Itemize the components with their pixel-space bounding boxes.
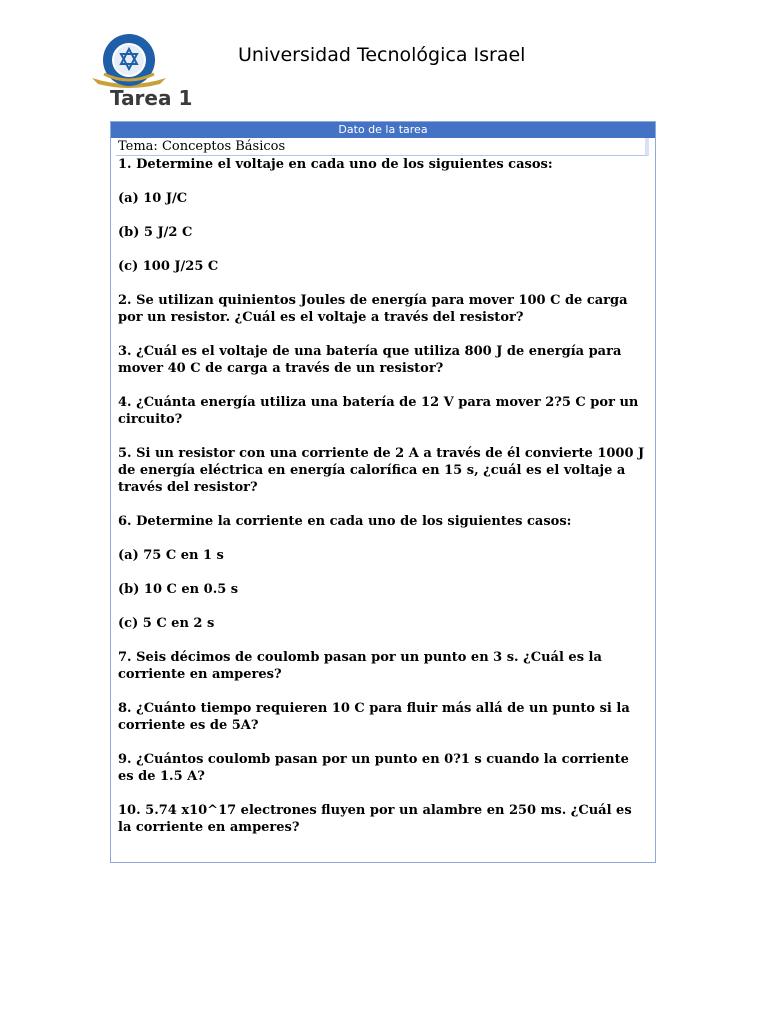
question-1a: (a) 10 J/C xyxy=(118,191,188,206)
question-6a: (a) 75 C en 1 s xyxy=(118,548,224,563)
question-6: 6. Determine la corriente en cada uno de los siguientes casos: xyxy=(118,514,572,529)
question-5: 5. Si un resistor con una corriente de 2 A a través de él convierte 1000 J de energía eléctrica en energía calorífica en 15 s, ¿cuál es el voltaje a través del resistor? xyxy=(118,446,645,495)
task-body xyxy=(111,156,655,836)
question-1b: (b) 5 J/2 C xyxy=(118,225,193,240)
university-logo xyxy=(90,32,168,88)
question-9: 9. ¿Cuántos coulomb pasan por un punto en 0?1 s cuando la corriente es de 1.5 A? xyxy=(118,752,629,784)
question-8: 8. ¿Cuánto tiempo requieren 10 C para fluir más allá de un punto si la corriente es de 5A? xyxy=(118,701,630,733)
question-1c: (c) 100 J/25 C xyxy=(118,259,219,274)
question-2: 2. Se utilizan quinientos Joules de energía para mover 100 C de carga por un resistor. ¿Cuál es el voltaje a través del resistor? xyxy=(118,293,628,325)
question-3: 3. ¿Cuál es el voltaje de una batería que utiliza 800 J de energía para mover 40 C de carga a través de un resistor? xyxy=(118,344,622,376)
question-7: 7. Seis décimos de coulomb pasan por un punto en 3 s. ¿Cuál es la corriente en amperes? xyxy=(118,650,602,682)
topic-row xyxy=(116,138,649,156)
topic-text: Tema: Conceptos Básicos xyxy=(118,139,286,154)
question-6b: (b) 10 C en 0.5 s xyxy=(118,582,239,597)
question-1: 1. Determine el voltaje en cada uno de los siguientes casos: xyxy=(118,157,553,172)
task-title: Tarea 1 xyxy=(110,86,193,110)
question-4: 4. ¿Cuánta energía utiliza una batería de 12 V para mover 2?5 C por un circuito? xyxy=(118,395,639,427)
task-card xyxy=(110,121,656,863)
question-6c: (c) 5 C en 2 s xyxy=(118,616,215,631)
question-10: 10. 5.74 x10^17 electrones fluyen por un alambre en 250 ms. ¿Cuál es la corriente en amperes? xyxy=(118,803,632,835)
university-name: Universidad Tecnológica Israel xyxy=(238,44,526,66)
card-header: Dato de la tarea xyxy=(111,122,655,138)
